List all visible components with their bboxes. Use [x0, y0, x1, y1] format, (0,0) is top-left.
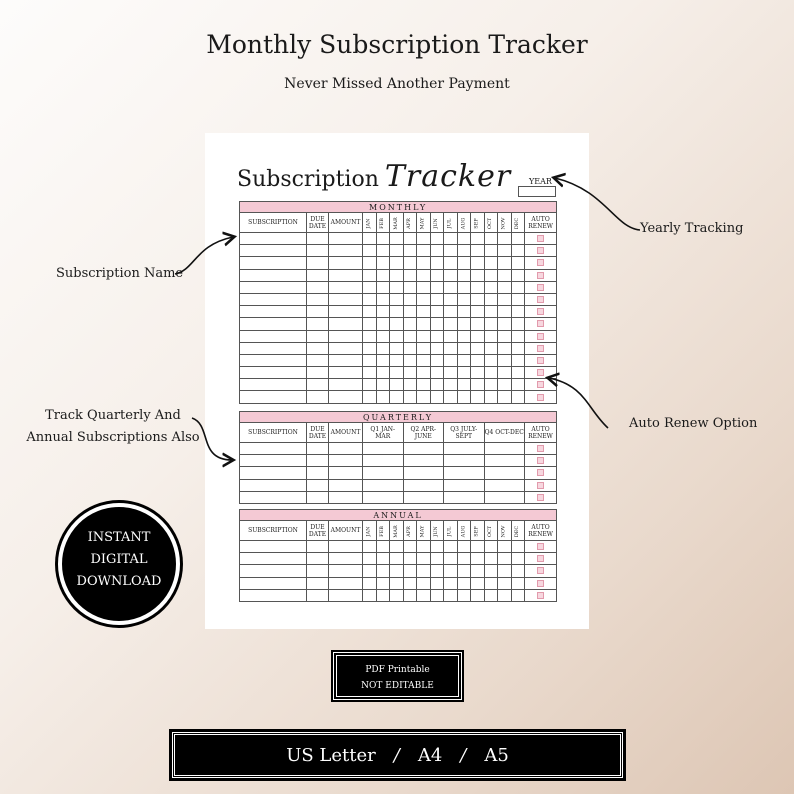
sheet-title-word: Subscription — [237, 167, 379, 192]
col-amount: AMOUNT — [329, 521, 363, 541]
col-month-jun: JUN — [430, 521, 444, 541]
callout-quarterly-line2: Annual Subscriptions Also — [26, 430, 200, 445]
format-box — [333, 652, 462, 700]
col-month-oct: OCT — [484, 521, 498, 541]
quarterly-section-label: QUARTERLY — [240, 412, 557, 423]
arrow-name — [175, 237, 233, 274]
col-month-apr: APR — [403, 521, 417, 541]
col-month-nov: NOV — [498, 521, 512, 541]
size-separator: / — [460, 744, 467, 766]
year-label: YEAR — [529, 177, 552, 186]
col-month-nov: NOV — [498, 213, 512, 233]
col-subscription: SUBSCRIPTION — [240, 423, 307, 443]
col-subscription: SUBSCRIPTION — [240, 213, 307, 233]
page-subtitle: Never Missed Another Payment — [284, 76, 510, 92]
col-month-mar: MAR — [390, 521, 404, 541]
col-month-may: MAY — [417, 521, 431, 541]
col-amount: AMOUNT — [329, 423, 363, 443]
col-due-date: DUE DATE — [307, 423, 329, 443]
size-separator: / — [393, 744, 400, 766]
col-month-jun: JUN — [430, 213, 444, 233]
col-subscription: SUBSCRIPTION — [240, 521, 307, 541]
col-month-apr: APR — [403, 213, 417, 233]
col-month-dec: DEC — [511, 213, 525, 233]
col-month-mar: MAR — [390, 213, 404, 233]
col-q1: Q1 JAN-MAR — [363, 423, 404, 443]
col-month-oct: OCT — [484, 213, 498, 233]
col-month-jul: JUL — [444, 213, 458, 233]
size-us-letter: US Letter — [286, 744, 376, 766]
paper-sizes-bar — [172, 732, 623, 778]
col-due-date: DUE DATE — [307, 521, 329, 541]
col-auto-renew: AUTO RENEW — [525, 521, 557, 541]
col-q4: Q4 OCT-DEC — [484, 423, 525, 443]
col-q2: Q2 APR-JUNE — [403, 423, 444, 443]
col-due-date: DUE DATE — [307, 213, 329, 233]
col-month-feb: FEB — [376, 521, 390, 541]
monthly-section-label: MONTHLY — [240, 202, 557, 213]
col-month-aug: AUG — [457, 521, 471, 541]
callout-auto-renew: Auto Renew Option — [629, 416, 758, 431]
callout-subscription-name: Subscription Name — [56, 266, 184, 281]
arrow-quarterly — [192, 418, 232, 460]
col-month-may: MAY — [417, 213, 431, 233]
col-q3: Q3 JULY-SEPT — [444, 423, 485, 443]
col-auto-renew: AUTO RENEW — [525, 423, 557, 443]
arrow-auto-renew — [549, 378, 608, 428]
format-line2: NOT EDITABLE — [361, 681, 434, 691]
col-month-jan: JAN — [363, 521, 377, 541]
col-month-jan: JAN — [363, 213, 377, 233]
badge-line1: INSTANT — [87, 530, 151, 545]
sheet-title-script: Tracker — [384, 159, 512, 194]
col-month-aug: AUG — [457, 213, 471, 233]
col-month-sep: SEP — [471, 213, 485, 233]
size-a5: A5 — [484, 744, 509, 766]
badge-line3: DOWNLOAD — [76, 574, 162, 589]
badge-line2: DIGITAL — [90, 552, 148, 567]
arrow-yearly — [555, 178, 640, 230]
format-line1: PDF Printable — [365, 665, 430, 675]
col-amount: AMOUNT — [329, 213, 363, 233]
col-month-jul: JUL — [444, 521, 458, 541]
callout-quarterly-line1: Track Quarterly And — [45, 408, 181, 423]
instant-download-badge — [58, 503, 180, 625]
size-a4: A4 — [417, 744, 443, 766]
callout-yearly-tracking: Yearly Tracking — [640, 221, 744, 236]
col-month-dec: DEC — [511, 521, 525, 541]
annual-section-label: ANNUAL — [240, 510, 557, 521]
col-month-sep: SEP — [471, 521, 485, 541]
col-auto-renew: AUTO RENEW — [525, 213, 557, 233]
page-title: Monthly Subscription Tracker — [206, 30, 588, 59]
col-month-feb: FEB — [376, 213, 390, 233]
